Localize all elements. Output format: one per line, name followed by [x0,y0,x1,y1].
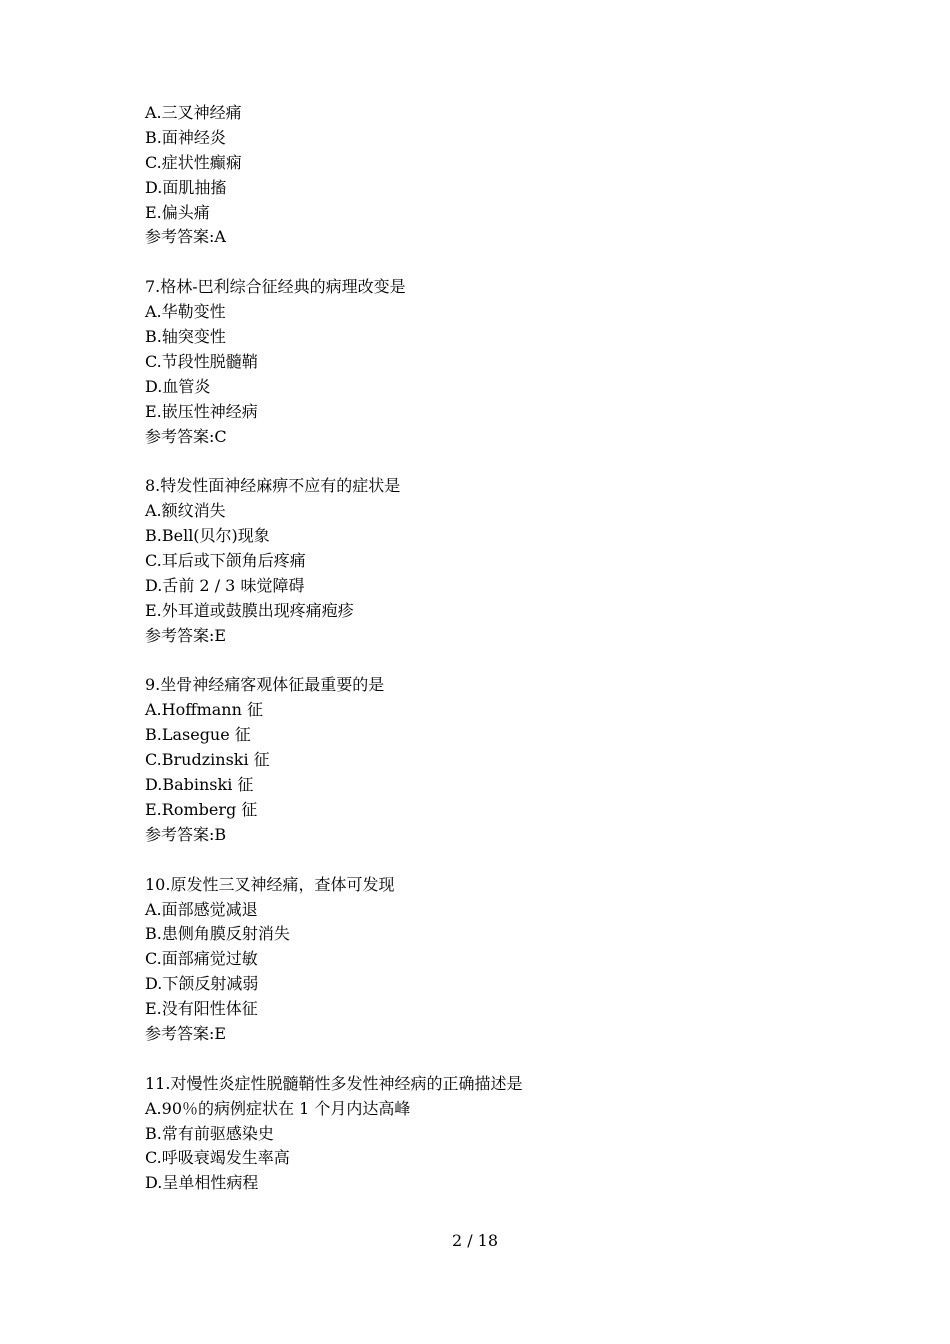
option-line: B.Bell(贝尔)现象 [145,526,270,546]
question-block-9 [145,673,845,847]
option-line: D.面肌抽搐 [145,177,227,197]
option-line: B.常有前驱感染史 [145,1123,274,1143]
option-line: D.下颌反射减弱 [145,974,259,994]
option-line: E.Romberg 征 [145,799,258,819]
option-line: D.呈单相性病程 [145,1173,259,1193]
option-line: E.没有阳性体征 [145,999,258,1019]
option-line: C.Brudzinski 征 [145,750,270,770]
option-line: A.华勒变性 [145,302,226,322]
page-number: 2 / 18 [451,1231,499,1250]
question-block-11 [145,1072,845,1196]
question-text: 9.坐骨神经痛客观体征最重要的是 [145,675,385,695]
option-line: A.额纹消失 [145,501,226,521]
question-text: 7.格林-巴利综合征经典的病理改变是 [145,277,406,297]
answer-line: 参考答案:C [145,426,227,446]
option-line: A.三叉神经痛 [145,103,242,122]
document-body [145,101,845,1196]
option-line: B.患侧角膜反射消失 [145,924,290,944]
block-spacer [145,449,845,474]
block-spacer [145,649,845,674]
answer-line: 参考答案:B [145,824,227,844]
option-line: B.Lasegue 征 [145,725,251,745]
option-line: E.嵌压性神经病 [145,401,258,421]
option-line: E.偏头痛 [145,202,210,222]
question-block-10 [145,873,845,1047]
question-text: 8.特发性面神经麻痹不应有的症状是 [145,476,401,496]
option-line: B.面神经炎 [145,127,226,147]
option-line: C.耳后或下颌角后疼痛 [145,551,306,571]
option-line: D.血管炎 [145,376,211,396]
option-line: C.症状性癫痫 [145,152,242,172]
option-line: A.Hoffmann 征 [145,700,264,720]
question-text: 11.对慢性炎症性脱髓鞘性多发性神经病的正确描述是 [145,1073,523,1093]
option-line: A.面部感觉减退 [145,899,258,919]
option-line: C.面部痛觉过敏 [145,949,258,969]
block-spacer [145,848,845,873]
answer-line: 参考答案:A [145,227,226,247]
question-block-6-tail [145,101,845,250]
question-block-8 [145,474,845,648]
option-line: D.Babinski 征 [145,775,254,795]
option-line: D.舌前 2 / 3 味觉障碍 [145,575,305,595]
option-line: A.90％的病例症状在 1 个月内达高峰 [145,1098,411,1118]
option-line: B.轴突变性 [145,327,226,347]
answer-line: 参考答案:E [145,1023,227,1043]
option-line: C.呼吸衰竭发生率高 [145,1148,290,1168]
question-text: 10.原发性三叉神经痛，查体可发现 [145,874,395,894]
option-line: E.外耳道或鼓膜出现疼痛疱疹 [145,600,354,620]
block-spacer [145,250,845,275]
answer-line: 参考答案:E [145,625,227,645]
option-line: C.节段性脱髓鞘 [145,351,258,371]
question-block-7 [145,275,845,449]
block-spacer [145,1047,845,1072]
